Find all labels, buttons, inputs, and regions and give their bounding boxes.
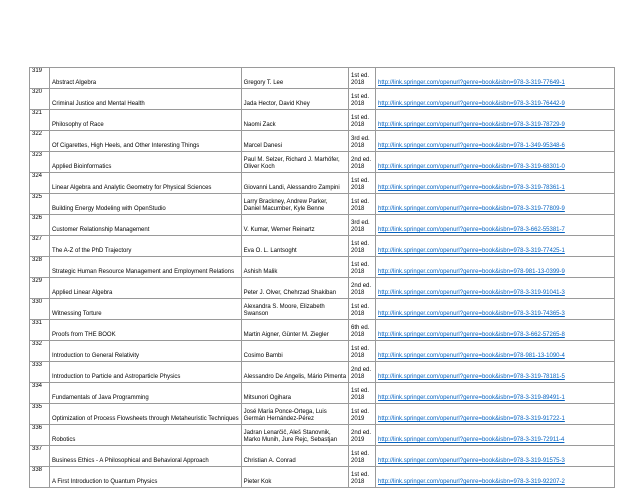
edition-year: 2018 <box>351 311 365 318</box>
url-cell <box>376 278 615 299</box>
author-line: Swanson <box>243 311 269 318</box>
row-number-cell: 330 <box>30 299 50 320</box>
edition-label: 1st ed. <box>351 240 370 247</box>
springer-link[interactable]: http://link.springer.com/openurl?genre=book&isbn=978-3-319-89491-1 <box>378 395 565 402</box>
edition-year: 2018 <box>351 269 365 276</box>
book-title-cell: Of Cigarettes, High Heels, and Other Interesting Things <box>50 131 242 152</box>
springer-link[interactable]: http://link.springer.com/openurl?genre=book&isbn=978-3-319-91041-3 <box>378 290 565 297</box>
springer-link[interactable]: http://link.springer.com/openurl?genre=book&isbn=978-3-662-57265-8 <box>378 332 565 339</box>
edition-year: 2018 <box>351 143 365 150</box>
book-title-cell: Optimization of Process Flowsheets through Metaheuristic Techniques <box>50 404 242 425</box>
book-title-cell: A First Introduction to Quantum Physics <box>50 467 242 488</box>
row-number-cell: 327 <box>30 236 50 257</box>
edition-year: 2018 <box>351 332 365 339</box>
table-row <box>30 467 615 488</box>
author-cell <box>241 173 348 194</box>
row-number-cell: 337 <box>30 446 50 467</box>
author-line: Alexandra S. Moore, Elizabeth <box>243 303 325 310</box>
book-title-cell: Strategic Human Resource Management and Employment Relations <box>50 257 242 278</box>
table-row <box>30 152 615 173</box>
author-line: Cosimo Bambi <box>243 353 283 360</box>
url-cell <box>376 383 615 404</box>
springer-link[interactable]: http://link.springer.com/openurl?genre=book&isbn=978-3-319-76442-9 <box>378 101 565 108</box>
edition-label: 1st ed. <box>351 261 370 268</box>
edition-year: 2018 <box>351 458 365 465</box>
book-title-cell: The A-Z of the PhD Trajectory <box>50 236 242 257</box>
url-cell <box>376 425 615 446</box>
edition-year: 2018 <box>351 374 365 381</box>
url-cell <box>376 152 615 173</box>
edition-label: 1st ed. <box>351 345 370 352</box>
edition-cell <box>349 320 376 341</box>
edition-label: 6th ed. <box>351 324 370 331</box>
edition-label: 1st ed. <box>351 303 370 310</box>
url-cell <box>376 362 615 383</box>
url-cell <box>376 215 615 236</box>
author-cell <box>241 257 348 278</box>
row-number-cell: 326 <box>30 215 50 236</box>
table-row <box>30 299 615 320</box>
author-line: Marko Munih, Jure Rejc, Sebastjan <box>243 437 338 444</box>
table-row <box>30 215 615 236</box>
edition-label: 1st ed. <box>351 114 370 121</box>
author-cell <box>241 404 348 425</box>
edition-year: 2019 <box>351 437 365 444</box>
edition-label: 2nd ed. <box>351 429 372 436</box>
edition-cell <box>349 446 376 467</box>
edition-year: 2018 <box>351 206 365 213</box>
table-row <box>30 110 615 131</box>
springer-link[interactable]: http://link.springer.com/openurl?genre=book&isbn=978-3-319-68301-0 <box>378 164 565 171</box>
author-cell <box>241 194 348 215</box>
edition-cell <box>349 110 376 131</box>
springer-link[interactable]: http://link.springer.com/openurl?genre=book&isbn=978-981-13-1090-4 <box>378 353 565 360</box>
url-cell <box>376 446 615 467</box>
table-row <box>30 131 615 152</box>
author-cell <box>241 341 348 362</box>
book-title-cell: Business Ethics - A Philosophical and Behavioral Approach <box>50 446 242 467</box>
table-body <box>30 68 615 488</box>
edition-cell <box>349 299 376 320</box>
book-title-cell: Applied Bioinformatics <box>50 152 242 173</box>
edition-year: 2018 <box>351 353 365 360</box>
book-title-cell: Criminal Justice and Mental Health <box>50 89 242 110</box>
edition-cell <box>349 173 376 194</box>
edition-year: 2018 <box>351 290 365 297</box>
edition-cell <box>349 467 376 488</box>
author-cell <box>241 110 348 131</box>
edition-label: 1st ed. <box>351 93 370 100</box>
edition-cell <box>349 425 376 446</box>
row-number-cell: 320 <box>30 89 50 110</box>
table-row <box>30 194 615 215</box>
author-line: Paul M. Selzer, Richard J. Marhöfer, <box>243 156 340 163</box>
springer-link[interactable]: http://link.springer.com/openurl?genre=book&isbn=978-3-319-78729-9 <box>378 122 565 129</box>
url-cell <box>376 320 615 341</box>
row-number-cell: 325 <box>30 194 50 215</box>
url-cell <box>376 257 615 278</box>
edition-cell <box>349 194 376 215</box>
author-cell <box>241 215 348 236</box>
author-line: Naomi Zack <box>243 122 276 129</box>
author-cell <box>241 89 348 110</box>
row-number-cell: 336 <box>30 425 50 446</box>
url-cell <box>376 131 615 152</box>
book-title-cell: Abstract Algebra <box>50 68 242 89</box>
edition-cell <box>349 68 376 89</box>
author-line: Pieter Kok <box>243 479 272 486</box>
row-number-cell: 332 <box>30 341 50 362</box>
book-title-cell: Customer Relationship Management <box>50 215 242 236</box>
springer-link[interactable]: http://link.springer.com/openurl?genre=book&isbn=978-3-319-72911-4 <box>378 437 565 444</box>
row-number-cell: 334 <box>30 383 50 404</box>
edition-year: 2018 <box>351 101 365 108</box>
url-cell <box>376 194 615 215</box>
edition-label: 1st ed. <box>351 72 370 79</box>
author-line: Jada Hector, David Khey <box>243 101 310 108</box>
springer-link[interactable]: http://link.springer.com/openurl?genre=book&isbn=978-3-319-74365-3 <box>378 311 565 318</box>
springer-link[interactable]: http://link.springer.com/openurl?genre=book&isbn=978-3-319-77809-9 <box>378 206 565 213</box>
author-cell <box>241 278 348 299</box>
row-number-cell: 328 <box>30 257 50 278</box>
author-cell <box>241 236 348 257</box>
author-line: Martin Aigner, Günter M. Ziegler <box>243 332 329 339</box>
author-line: V. Kumar, Werner Reinartz <box>243 227 315 234</box>
author-cell <box>241 152 348 173</box>
edition-label: 1st ed. <box>351 408 370 415</box>
book-title-cell: Introduction to General Relativity <box>50 341 242 362</box>
row-number-cell: 323 <box>30 152 50 173</box>
author-cell <box>241 68 348 89</box>
edition-cell <box>349 152 376 173</box>
edition-year: 2019 <box>351 416 365 423</box>
book-title-cell: Fundamentals of Java Programming <box>50 383 242 404</box>
author-cell <box>241 362 348 383</box>
url-cell <box>376 110 615 131</box>
row-number-cell: 324 <box>30 173 50 194</box>
url-cell <box>376 173 615 194</box>
row-number-cell: 322 <box>30 131 50 152</box>
author-line: Larry Brackney, Andrew Parker, <box>243 198 328 205</box>
row-number-cell: 319 <box>30 68 50 89</box>
author-cell <box>241 425 348 446</box>
table-row <box>30 341 615 362</box>
author-line: Germán Hernández-Pérez <box>243 416 315 423</box>
springer-link[interactable]: http://link.springer.com/openurl?genre=book&isbn=978-1-349-95348-6 <box>378 143 565 150</box>
edition-year: 2018 <box>351 248 365 255</box>
author-line: Oliver Koch <box>243 164 275 171</box>
author-cell <box>241 320 348 341</box>
edition-cell <box>349 341 376 362</box>
book-title-cell: Robotics <box>50 425 242 446</box>
author-line: Alessandro De Angelis, Mário Pimenta <box>243 374 347 381</box>
edition-cell <box>349 362 376 383</box>
springer-link[interactable]: http://link.springer.com/openurl?genre=book&isbn=978-3-319-92207-2 <box>378 479 565 486</box>
table-row <box>30 236 615 257</box>
edition-year: 2018 <box>351 122 365 129</box>
springer-link[interactable]: http://link.springer.com/openurl?genre=book&isbn=978-3-319-77649-1 <box>378 80 565 87</box>
author-line: Ashish Malik <box>243 269 278 276</box>
edition-year: 2018 <box>351 164 365 171</box>
edition-label: 1st ed. <box>351 471 370 478</box>
table-row <box>30 257 615 278</box>
author-cell <box>241 383 348 404</box>
author-line: Gregory T. Lee <box>243 80 284 87</box>
url-cell <box>376 341 615 362</box>
row-number-cell: 329 <box>30 278 50 299</box>
author-line: Peter J. Olver, Chehrzad Shakiban <box>243 290 337 297</box>
edition-cell <box>349 404 376 425</box>
book-title-cell: Building Energy Modeling with OpenStudio <box>50 194 242 215</box>
springer-link[interactable]: http://link.springer.com/openurl?genre=book&isbn=978-3-319-78181-5 <box>378 374 565 381</box>
book-title-cell: Proofs from THE BOOK <box>50 320 242 341</box>
book-title-cell: Applied Linear Algebra <box>50 278 242 299</box>
springer-link[interactable]: http://link.springer.com/openurl?genre=book&isbn=978-3-319-91575-3 <box>378 458 565 465</box>
row-number-cell: 335 <box>30 404 50 425</box>
row-number-cell: 338 <box>30 467 50 488</box>
author-line: Giovanni Landi, Alessandro Zampini <box>243 185 340 192</box>
author-cell <box>241 446 348 467</box>
url-cell <box>376 68 615 89</box>
springer-link[interactable]: http://link.springer.com/openurl?genre=book&isbn=978-3-319-91722-1 <box>378 416 565 423</box>
edition-label: 2nd ed. <box>351 156 372 163</box>
edition-year: 2018 <box>351 227 365 234</box>
springer-link[interactable]: http://link.springer.com/openurl?genre=book&isbn=978-3-319-78361-1 <box>378 185 565 192</box>
author-line: Eva O. L. Lantsoght <box>243 248 297 255</box>
table-row <box>30 320 615 341</box>
edition-cell <box>349 215 376 236</box>
author-line: Christian A. Conrad <box>243 458 296 465</box>
table-row <box>30 362 615 383</box>
edition-label: 3rd ed. <box>351 219 370 226</box>
book-title-cell: Linear Algebra and Analytic Geometry for Physical Sciences <box>50 173 242 194</box>
author-line: Mitsunori Ogihara <box>243 395 292 402</box>
book-title-cell: Introduction to Particle and Astroparticle Physics <box>50 362 242 383</box>
author-line: Daniel Macumber, Kyle Benne <box>243 206 325 213</box>
table-row <box>30 68 615 89</box>
table-row <box>30 425 615 446</box>
springer-link[interactable]: http://link.springer.com/openurl?genre=book&isbn=978-981-13-0399-9 <box>378 269 565 276</box>
edition-label: 1st ed. <box>351 450 370 457</box>
url-cell <box>376 89 615 110</box>
table-row <box>30 404 615 425</box>
edition-cell <box>349 89 376 110</box>
springer-link[interactable]: http://link.springer.com/openurl?genre=book&isbn=978-3-662-55381-7 <box>378 227 565 234</box>
edition-cell <box>349 257 376 278</box>
author-cell <box>241 467 348 488</box>
springer-link[interactable]: http://link.springer.com/openurl?genre=book&isbn=978-3-319-77425-1 <box>378 248 565 255</box>
url-cell <box>376 299 615 320</box>
url-cell <box>376 236 615 257</box>
author-line: José María Ponce-Ortega, Luis <box>243 408 327 415</box>
edition-label: 3rd ed. <box>351 135 370 142</box>
row-number-cell: 331 <box>30 320 50 341</box>
book-title-cell: Philosophy of Race <box>50 110 242 131</box>
edition-label: 1st ed. <box>351 177 370 184</box>
table-row <box>30 278 615 299</box>
edition-cell <box>349 278 376 299</box>
edition-label: 2nd ed. <box>351 282 372 289</box>
edition-label: 1st ed. <box>351 198 370 205</box>
url-cell <box>376 404 615 425</box>
book-list-table <box>29 67 615 488</box>
edition-label: 1st ed. <box>351 387 370 394</box>
row-number-cell: 333 <box>30 362 50 383</box>
table-row <box>30 89 615 110</box>
edition-cell <box>349 131 376 152</box>
edition-cell <box>349 383 376 404</box>
author-line: Jadran Lenarčič, Aleš Stanovnik, <box>243 429 331 436</box>
edition-year: 2018 <box>351 479 365 486</box>
url-cell <box>376 467 615 488</box>
author-cell <box>241 299 348 320</box>
book-title-cell: Witnessing Torture <box>50 299 242 320</box>
table-row <box>30 173 615 194</box>
edition-label: 2nd ed. <box>351 366 372 373</box>
edition-year: 2018 <box>351 185 365 192</box>
author-line: Marcel Danesi <box>243 143 283 150</box>
table-row <box>30 446 615 467</box>
row-number-cell: 321 <box>30 110 50 131</box>
author-cell <box>241 131 348 152</box>
table-row <box>30 383 615 404</box>
edition-year: 2018 <box>351 395 365 402</box>
edition-cell <box>349 236 376 257</box>
edition-year: 2018 <box>351 80 365 87</box>
